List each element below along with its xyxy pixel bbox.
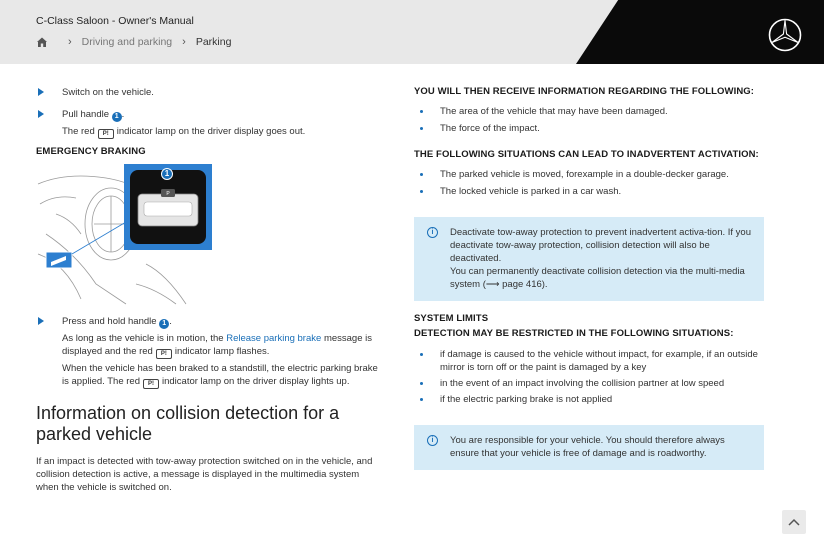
section-paragraph: If an impact is detected with tow-away protection switched on in the vehicle, and collision detection is active, a message is displayed in the multimedia system when the vehicle is switched on. bbox=[36, 456, 373, 493]
info-received-list bbox=[414, 105, 766, 135]
step-pull-handle-result bbox=[36, 125, 386, 139]
info-received-heading: YOU WILL THEN RECEIVE INFORMATION REGARDING THE FOLLOWING: bbox=[414, 86, 755, 97]
step-text: Press and hold handle bbox=[62, 316, 157, 327]
section-title: Information on collision detection for a parked vehicle bbox=[36, 403, 340, 444]
result-text: The red bbox=[62, 126, 95, 137]
step-press-result-1 bbox=[36, 332, 386, 359]
svg-text:P: P bbox=[166, 191, 170, 197]
chevron-up-icon bbox=[788, 518, 800, 526]
chevron-right-icon: › bbox=[68, 36, 72, 48]
result-text: When the vehicle has been braked to a standstill, the electric parking brake is applied. The red bbox=[62, 363, 378, 387]
result-text: message is displayed and the red bbox=[62, 333, 372, 357]
result-text: indicator lamp on the driver display goes out. bbox=[116, 126, 306, 137]
list-item: The locked vehicle is parked in a car wash. bbox=[414, 185, 766, 198]
step-switch-on bbox=[36, 86, 386, 99]
cockpit-illustration bbox=[36, 164, 212, 306]
detection-restricted-list bbox=[414, 348, 759, 406]
parking-brake-lamp-icon: P! bbox=[156, 349, 172, 359]
callout-1-icon: 1 bbox=[159, 319, 169, 329]
left-column bbox=[36, 86, 386, 494]
list-item: in the event of an impact involving the collision partner at low speed bbox=[414, 377, 759, 390]
step-arrow-icon bbox=[38, 88, 44, 96]
list-item: if damage is caused to the vehicle without impact, for example, if an outside mirror is torn off or the paint is damaged by a key bbox=[414, 348, 759, 374]
inadvertent-activation-heading: THE FOLLOWING SITUATIONS CAN LEAD TO INADVERTENT ACTIVATION: bbox=[414, 149, 759, 160]
system-limits-heading: SYSTEM LIMITS bbox=[414, 313, 489, 324]
scroll-to-top-button[interactable] bbox=[782, 510, 806, 534]
manual-title: C-Class Saloon - Owner's Manual bbox=[36, 15, 194, 27]
breadcrumb-current[interactable]: Parking bbox=[195, 36, 232, 48]
step-press-result-2 bbox=[36, 362, 386, 389]
note-text: You can permanently deactivate collision detection via the multi-media system (⟶ page 416). bbox=[450, 266, 745, 290]
responsibility-note bbox=[414, 425, 764, 470]
note-text: Deactivate tow-away protection to prevent inadvertent activa-tion. If you deactivate tow-away protection, collision detection will also be deactivated. bbox=[450, 227, 751, 264]
result-text: indicator lamp flashes. bbox=[174, 346, 270, 357]
tow-away-note bbox=[414, 217, 764, 301]
info-icon: i bbox=[427, 227, 438, 238]
note-text: You are responsible for your vehicle. You should therefore always ensure that your vehicle is free of damage and is roadworthy. bbox=[450, 435, 725, 459]
release-parking-brake-link[interactable]: Release parking brake bbox=[226, 333, 322, 344]
callout-1-icon: 1 bbox=[112, 112, 122, 122]
brand-star-logo-icon bbox=[768, 18, 802, 52]
result-text: indicator lamp on the driver display lights up. bbox=[162, 376, 350, 387]
list-item: The parked vehicle is moved, forexample in a double-decker garage. bbox=[414, 168, 766, 181]
breadcrumb bbox=[36, 36, 231, 48]
callout-1-marker-icon: 1 bbox=[161, 168, 173, 180]
step-press-hold-handle: Press and hold handle 1 . bbox=[36, 315, 386, 329]
detection-restricted-heading: DETECTION MAY BE RESTRICTED IN THE FOLLOWING SITUATIONS: bbox=[414, 328, 734, 339]
chevron-right-icon: › bbox=[182, 36, 186, 48]
list-item: The force of the impact. bbox=[414, 122, 766, 135]
parking-brake-lamp-icon: P! bbox=[143, 379, 159, 389]
step-text: Pull handle bbox=[62, 109, 110, 120]
step-text: Switch on the vehicle. bbox=[62, 87, 154, 98]
step-arrow-icon bbox=[38, 110, 44, 118]
parking-brake-lamp-icon: P! bbox=[98, 129, 114, 139]
right-column bbox=[414, 86, 766, 470]
home-icon[interactable] bbox=[36, 36, 48, 48]
result-text: As long as the vehicle is in motion, the bbox=[62, 333, 224, 344]
step-pull-handle: Pull handle 1 . bbox=[36, 108, 386, 122]
cockpit-drawing bbox=[36, 164, 212, 306]
breadcrumb-item[interactable]: Driving and parking bbox=[81, 36, 173, 48]
inadvertent-activation-list bbox=[414, 168, 766, 198]
list-item: The area of the vehicle that may have been damaged. bbox=[414, 105, 766, 118]
list-item: if the electric parking brake is not applied bbox=[414, 393, 759, 406]
info-icon: i bbox=[427, 435, 438, 446]
emergency-braking-heading: EMERGENCY BRAKING bbox=[36, 146, 146, 157]
page-header bbox=[0, 0, 824, 64]
step-arrow-icon bbox=[38, 317, 44, 325]
